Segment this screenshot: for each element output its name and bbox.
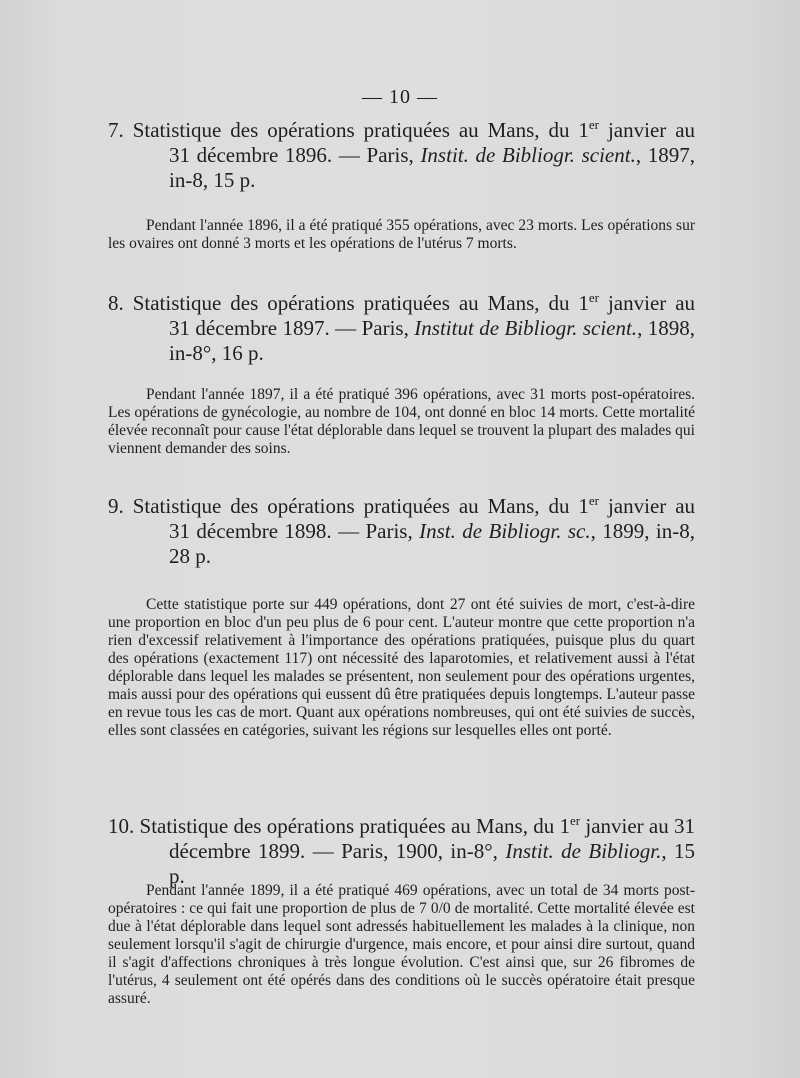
entry-title-line-3: 28 p.: [169, 544, 211, 568]
entry-title-line-2: 31 décembre 1898. — Paris, Inst. de Bibliogr. sc., 1899, in-8,: [169, 519, 695, 543]
entry-number: 10.: [108, 814, 135, 838]
entry-title-line-1: 9. Statistique des opérations pratiquées au Mans, du 1er janvier au: [108, 493, 696, 518]
entry-summary: Pendant l'année 1897, il a été pratiqué 396 opérations, avec 31 morts post-opératoires. Les opérations de gynécologie, au nombre de 104, ont donné en bloc 14 morts. Cette mortalité élevée reconnaît pour cause l'état déplorable dans lequel se trouvent la plupart des malades qui viennent demander des soins.: [108, 386, 695, 457]
entry-heading: [108, 814, 695, 889]
entry-title-line-3: in-8, 15 p.: [169, 168, 256, 192]
entry-number: 7.: [108, 118, 124, 142]
entry-heading: [108, 291, 695, 366]
entry-summary: Pendant l'année 1896, il a été pratiqué 355 opérations, avec 23 morts. Les opérations sur les ovaires ont donné 3 morts et les opérations de l'utérus 7 morts.: [108, 217, 695, 252]
entry-title-line-1: 7. Statistique des opérations pratiquées au Mans, du 1er janvier au: [108, 117, 696, 142]
entry-number: 9.: [108, 494, 124, 518]
entry-title-line-3: in-8°, 16 p.: [169, 341, 264, 365]
entry-title-line-1: 8. Statistique des opérations pratiquées au Mans, du 1er janvier au: [108, 290, 696, 315]
entry-summary: Pendant l'année 1899, il a été pratiqué 469 opérations, avec un total de 34 morts post-opératoires : ce qui fait une proportion de plus de 7 0/0 de mortalité. Cette mortalité élevée est due à l'état déplorable dans lequel sont adressés habituellement les malades à la clinique, non seulement lorsqu'il s'agit de chirurgie d'urgence, mais encore, et pour ainsi dire surtout, quand il s'agit d'affections chroniques à très longue évolution. C'est ainsi que, sur 26 fibromes de l'utérus, 4 seulement ont été opérés dans des conditions où le succès opératoire était presque assuré.: [108, 882, 695, 1007]
entry-heading: [108, 494, 695, 569]
entry-title-line-2: 31 décembre 1896. — Paris, Instit. de Bibliogr. scient., 1897,: [169, 143, 695, 167]
page-number: — 10 —: [362, 86, 438, 108]
entry-title-line-2: décembre 1899. — Paris, 1900, in-8°, Instit. de Bibliogr., 15 p.: [169, 839, 695, 888]
entry-heading: [108, 118, 695, 193]
entry-title-line-2: 31 décembre 1897. — Paris, Institut de Bibliogr. scient., 1898,: [169, 316, 695, 340]
entry-title-line-1: 10. Statistique des opérations pratiquées au Mans, du 1er janvier au 31: [108, 813, 696, 838]
entry-number: 8.: [108, 291, 124, 315]
entry-summary: Cette statistique porte sur 449 opérations, dont 27 ont été suivies de mort, c'est-à-dire une proportion en bloc d'un peu plus de 6 pour cent. L'auteur montre que cette proportion n'a rien d'excessif relativement à l'importance des opérations pratiquées, puisque plus du quart des opérations (exactement 117) ont nécessité des laparotomies, et relativement aussi à l'état déplorable dans lequel les malades se présentent, non seulement pour des opérations urgentes, mais aussi pour des opérations qui eussent dû être pratiquées depuis longtemps. L'auteur passe en revue tous les cas de mort. Quant aux opérations nombreuses, qui ont été suivies de succès, elles sont classées en catégories, suivant les régions sur lesquelles elles ont porté.: [108, 596, 695, 739]
